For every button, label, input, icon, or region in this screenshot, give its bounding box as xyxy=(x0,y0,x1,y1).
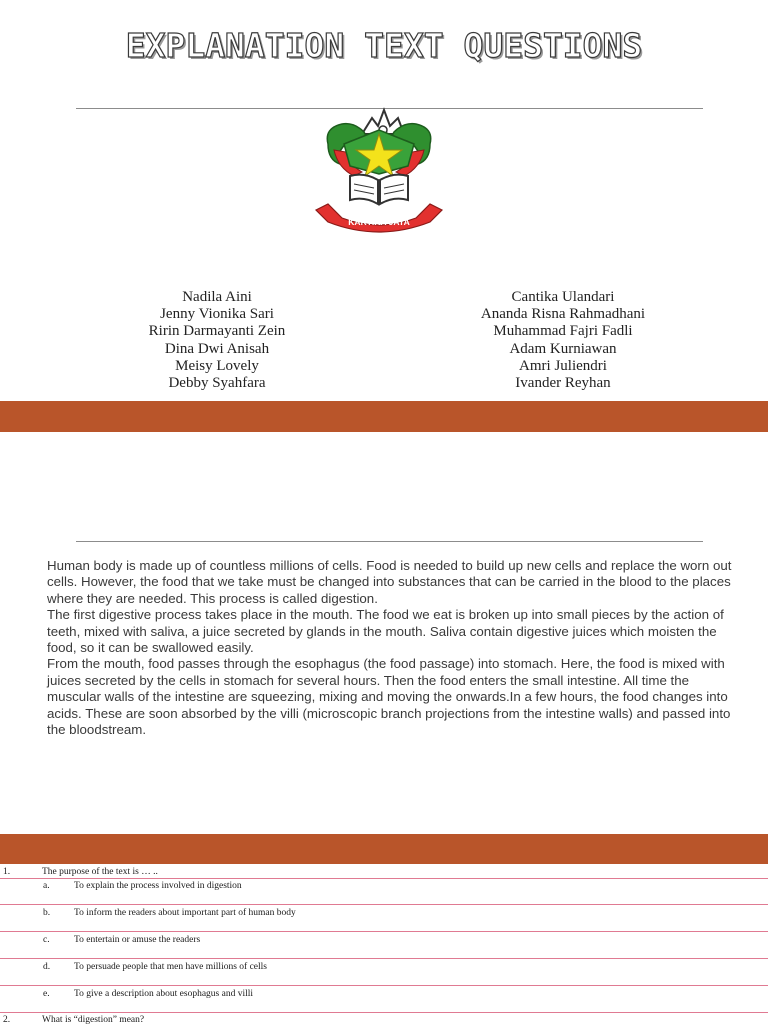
option-letter: e. xyxy=(43,989,50,999)
name-item: Ivander Reyhan xyxy=(515,375,611,392)
option-letter: d. xyxy=(43,962,51,972)
passage-paragraph: The first digestive process takes place in the mouth. The food we eat is broken up into small pieces by the action of teeth, mixed with saliva, a juice secreted by glands in the mouth. Saliva contain digestive juices which moisten the food, so it can be swallowed easily. xyxy=(47,607,724,656)
option-letter: c. xyxy=(43,935,50,945)
question-number: 1. xyxy=(3,867,11,877)
row-divider xyxy=(0,878,768,879)
name-item: Muhammad Fajri Fadli xyxy=(493,323,633,340)
names-right-column xyxy=(447,289,679,392)
question-text: What is “digestion” mean? xyxy=(42,1015,145,1024)
name-item: Debby Syahfara xyxy=(168,375,266,392)
row-divider xyxy=(0,1012,768,1013)
name-item: Nadila Aini xyxy=(182,289,252,305)
school-logo xyxy=(314,104,444,236)
name-item: Meisy Lovely xyxy=(175,357,259,374)
option-letter: b. xyxy=(43,908,51,918)
passage-paragraph: From the mouth, food passes through the esophagus (the food passage) into stomach. Here, the food is mixed with juices secreted by the cells in stomach for several hours. Then the food enters the small intestine. All time the muscular walls of the intestine are squeezing, mixing and moving the onwards.In a few hours, the food changes into acids. These are soon absorbed by the villi (microscopic branch projections from the intestine walls) and passed into the bloodstream. xyxy=(47,656,731,738)
row-divider xyxy=(0,904,768,905)
question-text: The purpose of the text is … .. xyxy=(42,867,158,877)
name-item: Dina Dwi Anisah xyxy=(164,340,270,357)
row-divider xyxy=(0,985,768,986)
option-letter: a. xyxy=(43,881,50,891)
option-text: To give a description about esophagus and villi xyxy=(74,989,254,999)
passage-paragraph: Human body is made up of countless millions of cells. Food is needed to build up new cells and replace the worn out cells. However, the food that we take must be changed into substances that can be carried in the blood to the places where they are needed. This process is called digestion. xyxy=(47,558,732,606)
option-text: To explain the process involved in digestion xyxy=(74,881,242,891)
name-item: Ananda Risna Rahmadhani xyxy=(480,306,646,323)
option-text: To entertain or amuse the readers xyxy=(74,935,201,945)
name-item: Ririn Darmayanti Zein xyxy=(148,323,286,340)
names-left-column xyxy=(117,289,317,392)
row-divider xyxy=(0,958,768,959)
option-text: To persuade people that men have millions of cells xyxy=(74,962,267,972)
name-item: Adam Kurniawan xyxy=(509,340,617,357)
middle-divider xyxy=(76,541,703,542)
explanation-passage xyxy=(47,558,742,738)
logo-banner-text: KARTIKA JAYA xyxy=(348,217,410,227)
name-item: Cantika Ulandari xyxy=(511,289,615,305)
name-item: Amri Juliendri xyxy=(519,357,607,374)
option-text: To inform the readers about important part of human body xyxy=(74,908,296,918)
page-title: EXPLANATION TEXT QUESTIONS xyxy=(125,26,643,65)
question-number: 2. xyxy=(3,1015,11,1024)
questions-band xyxy=(0,834,768,864)
section-band xyxy=(0,401,768,432)
row-divider xyxy=(0,931,768,932)
name-item: Jenny Vionika Sari xyxy=(160,306,274,323)
